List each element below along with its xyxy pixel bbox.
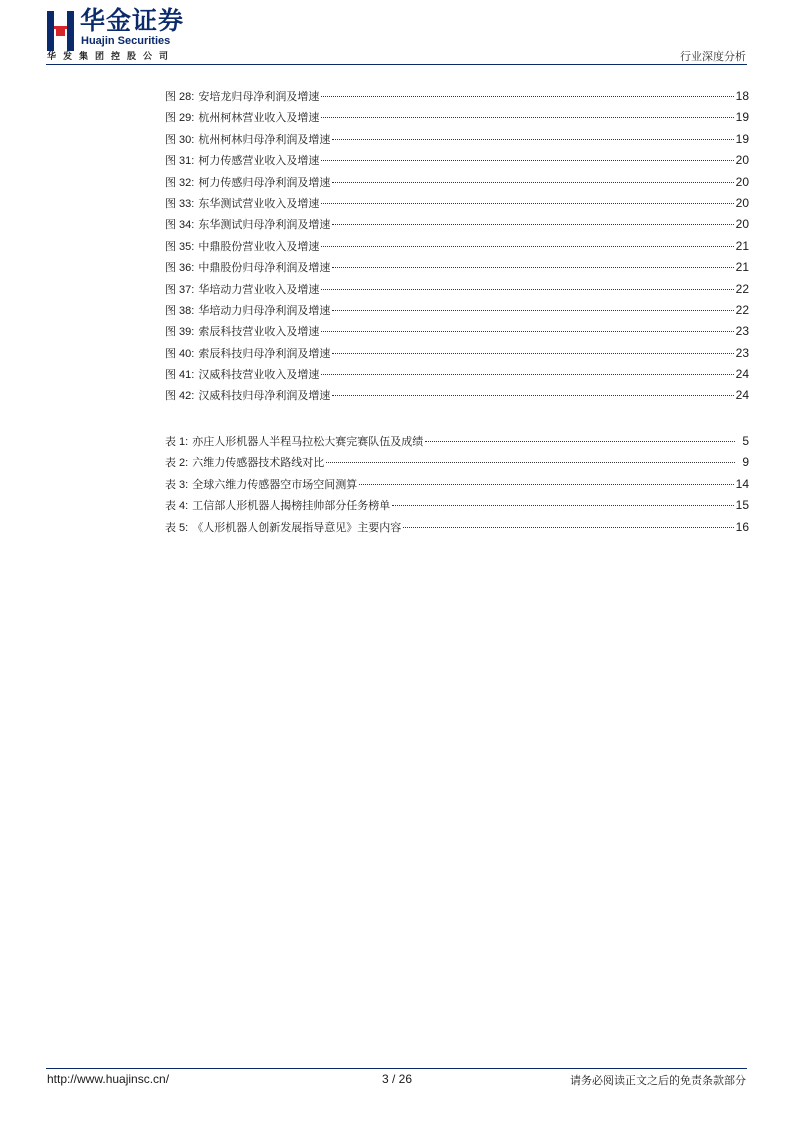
footer-divider [46,1068,747,1069]
toc-leader [321,117,733,118]
logo-english-name: Huajin Securities [81,35,171,47]
toc-entry[interactable] [165,86,749,107]
toc-leader [321,96,733,97]
toc-leader [321,331,733,332]
toc-page: 23 [735,324,749,339]
toc-title: 华培动力归母净利润及增速 [198,303,331,317]
toc-label: 图 38: [165,304,195,317]
toc-entry[interactable] [165,364,749,385]
toc-leader [321,160,733,161]
toc-entry[interactable] [165,279,749,300]
toc-page: 5 [742,434,749,448]
toc-label: 图 42: [165,390,195,403]
toc-title: 亦庄人形机器人半程马拉松大赛完赛队伍及成绩 [192,435,424,448]
toc-page: 14 [735,476,749,491]
toc-page: 23 [735,345,749,360]
toc-entry[interactable] [165,236,749,257]
toc-page: 16 [735,519,749,534]
parent-company-name: 华发集团控股公司 [47,52,176,62]
toc-label: 图 37: [165,283,195,296]
toc-entry[interactable] [165,300,749,321]
toc-leader [326,462,735,463]
toc-entry[interactable] [165,431,749,452]
toc-leader [332,395,733,396]
toc-title: 安培龙归母净利润及增速 [198,90,320,103]
toc-label: 表 1: [165,436,189,448]
toc-page: 18 [735,89,749,103]
toc-label: 图 34: [165,219,195,232]
toc-leader [321,289,733,290]
toc-label: 图 30: [165,133,195,146]
toc-title: 工信部人形机器人揭榜挂帅部分任务榜单 [192,499,391,513]
toc-label: 表 2: [165,457,189,470]
toc-page: 20 [735,195,749,210]
toc-leader [332,182,733,183]
toc-page: 21 [735,238,749,253]
toc-label: 图 39: [165,326,195,339]
toc-label: 图 29: [165,112,195,125]
figure-list [165,86,749,407]
toc-leader [321,374,733,375]
toc-entry[interactable] [165,474,749,495]
toc-entry[interactable] [165,343,749,364]
toc-entry[interactable] [165,107,749,128]
logo-chinese-name: 华金证券 [80,6,185,35]
toc-title: 东华测试营业收入及增速 [198,196,320,210]
toc-page: 15 [735,498,749,513]
toc-title: 《人形机器人创新发展指导意见》主要内容 [192,520,402,534]
report-type: 行业深度分析 [680,50,746,63]
toc-title: 全球六维力传感器空市场空间测算 [192,477,358,491]
toc-page: 20 [735,153,749,168]
toc-label: 图 31: [165,155,195,168]
toc-label: 表 5: [165,521,189,534]
toc-title: 六维力传感器技术路线对比 [192,456,325,470]
toc-leader [392,505,733,506]
toc-entry[interactable] [165,257,749,278]
toc-entry[interactable] [165,193,749,214]
toc-page: 22 [735,281,749,296]
table-list [165,431,749,538]
toc-label: 图 35: [165,240,195,253]
toc-leader [332,353,733,354]
toc-leader [332,139,733,140]
toc-leader [321,203,733,204]
toc-leader [332,267,733,268]
toc-entry[interactable] [165,172,749,193]
toc-title: 柯力传感归母净利润及增速 [198,175,331,189]
toc-entry[interactable] [165,214,749,235]
toc-page: 21 [735,260,749,275]
footer-disclaimer: 请务必阅读正文之后的免责条款部分 [570,1074,746,1087]
toc-entry[interactable] [165,452,749,473]
toc-leader [321,246,733,247]
page-number: 3 / 26 [382,1072,413,1086]
toc-label: 图 40: [165,347,195,360]
toc-page: 9 [742,455,749,470]
toc-entry[interactable] [165,385,749,406]
toc-page: 24 [735,388,749,403]
toc-page: 24 [735,367,749,382]
toc-title: 华培动力营业收入及增速 [198,282,320,296]
toc-label: 图 36: [165,262,195,275]
toc-leader [425,441,735,442]
toc-title: 东华测试归母净利润及增速 [198,218,331,232]
page-header [0,0,793,70]
toc-label: 表 4: [165,500,189,513]
toc-leader [332,310,733,311]
toc-page: 22 [735,302,749,317]
toc-label: 表 3: [165,478,189,491]
toc-title: 杭州柯林归母净利润及增速 [198,132,331,146]
toc-entry[interactable] [165,129,749,150]
toc-label: 图 32: [165,176,195,189]
toc-entry[interactable] [165,517,749,538]
toc-title: 汉威科技归母净利润及增速 [198,389,331,403]
toc-page: 19 [735,131,749,146]
toc-title: 中鼎股份归母净利润及增速 [198,261,331,275]
toc-label: 图 41: [165,369,195,382]
toc-title: 汉威科技营业收入及增速 [198,368,320,382]
huajin-logo-icon [47,11,75,51]
toc-entry[interactable] [165,495,749,516]
toc-entry[interactable] [165,150,749,171]
toc-label: 图 33: [165,197,195,210]
toc-title: 柯力传感营业收入及增速 [198,154,320,168]
toc-page: 20 [735,174,749,189]
toc-leader [403,527,733,528]
toc-title: 杭州柯林营业收入及增速 [198,111,320,125]
toc-title: 中鼎股份营业收入及增速 [198,239,320,253]
footer-website-link[interactable]: http://www.huajinsc.cn/ [47,1072,170,1086]
toc-title: 索辰科技归母净利润及增速 [198,346,331,360]
toc-leader [332,224,733,225]
toc-leader [359,484,733,485]
toc-entry[interactable] [165,321,749,342]
toc-page: 20 [735,217,749,232]
toc-label: 图 28: [165,91,195,103]
header-divider [46,64,747,65]
toc-title: 索辰科技营业收入及增速 [198,325,320,339]
toc-page: 19 [735,110,749,125]
